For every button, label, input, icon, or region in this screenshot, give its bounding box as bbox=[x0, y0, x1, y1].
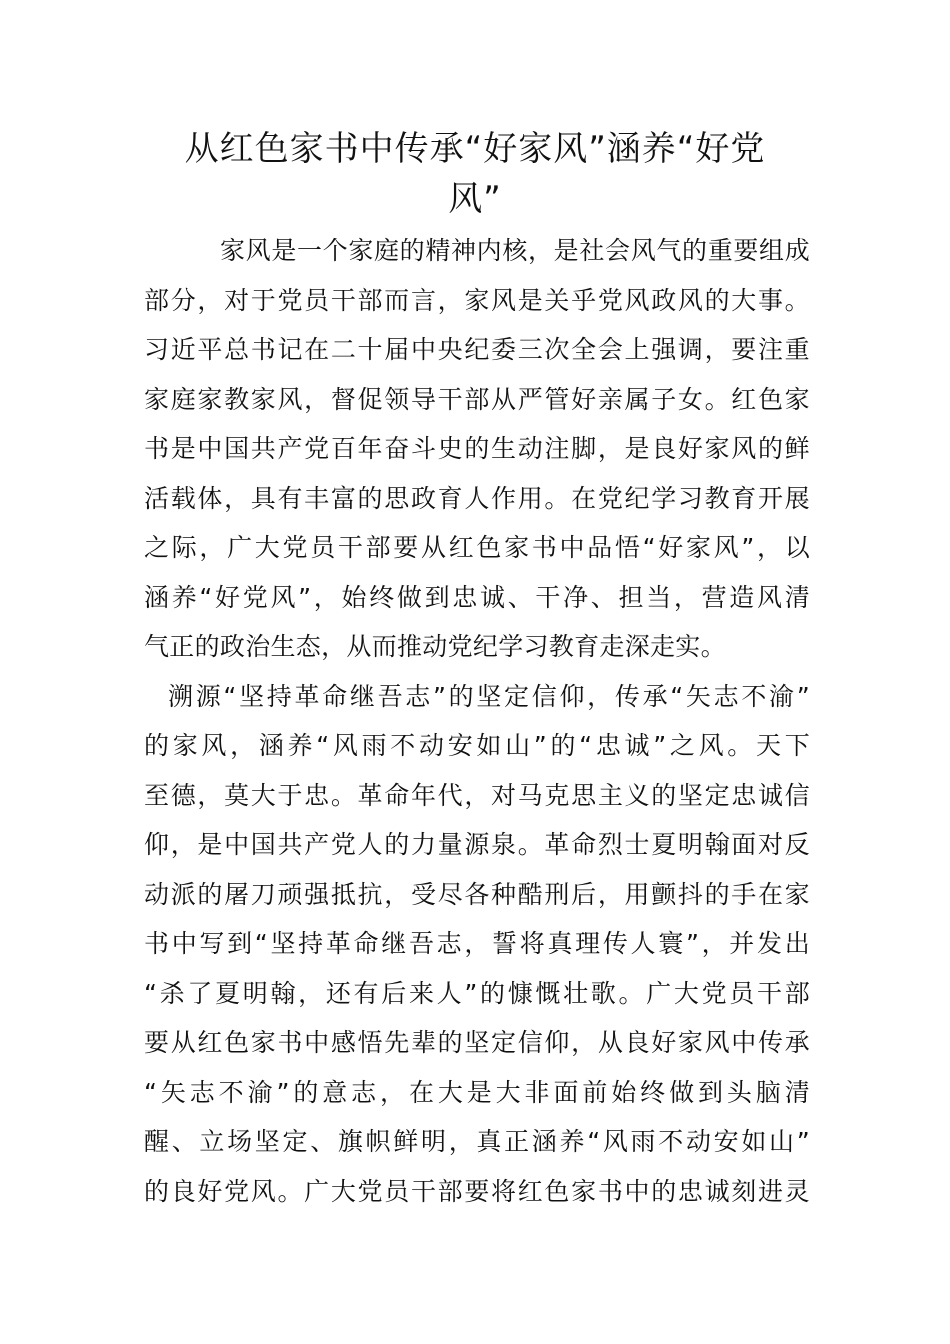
paragraph-2 bbox=[144, 672, 810, 1217]
paragraph-line: 的家风，涵养“风雨不动安如山”的“忠诚”之风。天下 bbox=[144, 731, 810, 760]
paragraph-line: 要从红色家书中感悟先辈的坚定信仰，从良好家风中传承 bbox=[144, 1028, 810, 1057]
title-line-1: 从红色家书中传承“好家风”涵养“好党 bbox=[184, 129, 766, 169]
title-line-2: 风” bbox=[448, 179, 502, 219]
paragraph-line: 书中写到“坚持革命继吾志，誓将真理传人寰”，并发出 bbox=[144, 929, 810, 958]
paragraph-line: 书是中国共产党百年奋斗史的生动注脚，是良好家风的鲜 bbox=[144, 434, 810, 463]
paragraph-line: 仰，是中国共产党人的力量源泉。革命烈士夏明翰面对反 bbox=[144, 830, 810, 859]
paragraph-1 bbox=[144, 226, 810, 672]
paragraph-line: 气正的政治生态，从而推动党纪学习教育走深走实。 bbox=[144, 632, 726, 661]
paragraph-line: 部分，对于党员干部而言，家风是关乎党风政风的大事。 bbox=[144, 285, 810, 315]
document-body bbox=[144, 226, 810, 1216]
paragraph-line: “杀了夏明翰，还有后来人”的慷慨壮歌。广大党员干部 bbox=[144, 978, 810, 1008]
paragraph-line: 至德，莫大于忠。革命年代，对马克思主义的坚定忠诚信 bbox=[144, 780, 810, 810]
paragraph-line: 涵养“好党风”，始终做到忠诚、干净、担当，营造风清 bbox=[144, 582, 810, 612]
paragraph-line: 活载体，具有丰富的思政育人作用。在党纪学习教育开展 bbox=[144, 483, 810, 513]
paragraph-line: 醒、立场坚定、旗帜鲜明，真正涵养“风雨不动安如山” bbox=[144, 1127, 810, 1156]
paragraph-line: “矢志不渝”的意志，在大是大非面前始终做到头脑清 bbox=[144, 1077, 810, 1107]
paragraph-line: 家风是一个家庭的精神内核，是社会风气的重要组成 bbox=[220, 236, 810, 265]
document-title bbox=[140, 124, 810, 224]
paragraph-line: 溯源“坚持革命继吾志”的坚定信仰，传承“矢志不渝” bbox=[168, 681, 810, 711]
paragraph-line: 之际，广大党员干部要从红色家书中品悟“好家风”，以 bbox=[144, 533, 810, 562]
paragraph-line: 的良好党风。广大党员干部要将红色家书中的忠诚刻进灵 bbox=[144, 1176, 810, 1206]
paragraph-line: 家庭家教家风，督促领导干部从严管好亲属子女。红色家 bbox=[144, 384, 810, 414]
paragraph-line: 习近平总书记在二十届中央纪委三次全会上强调，要注重 bbox=[144, 335, 810, 364]
paragraph-line: 动派的屠刀顽强抵抗，受尽各种酷刑后，用颤抖的手在家 bbox=[144, 879, 810, 909]
